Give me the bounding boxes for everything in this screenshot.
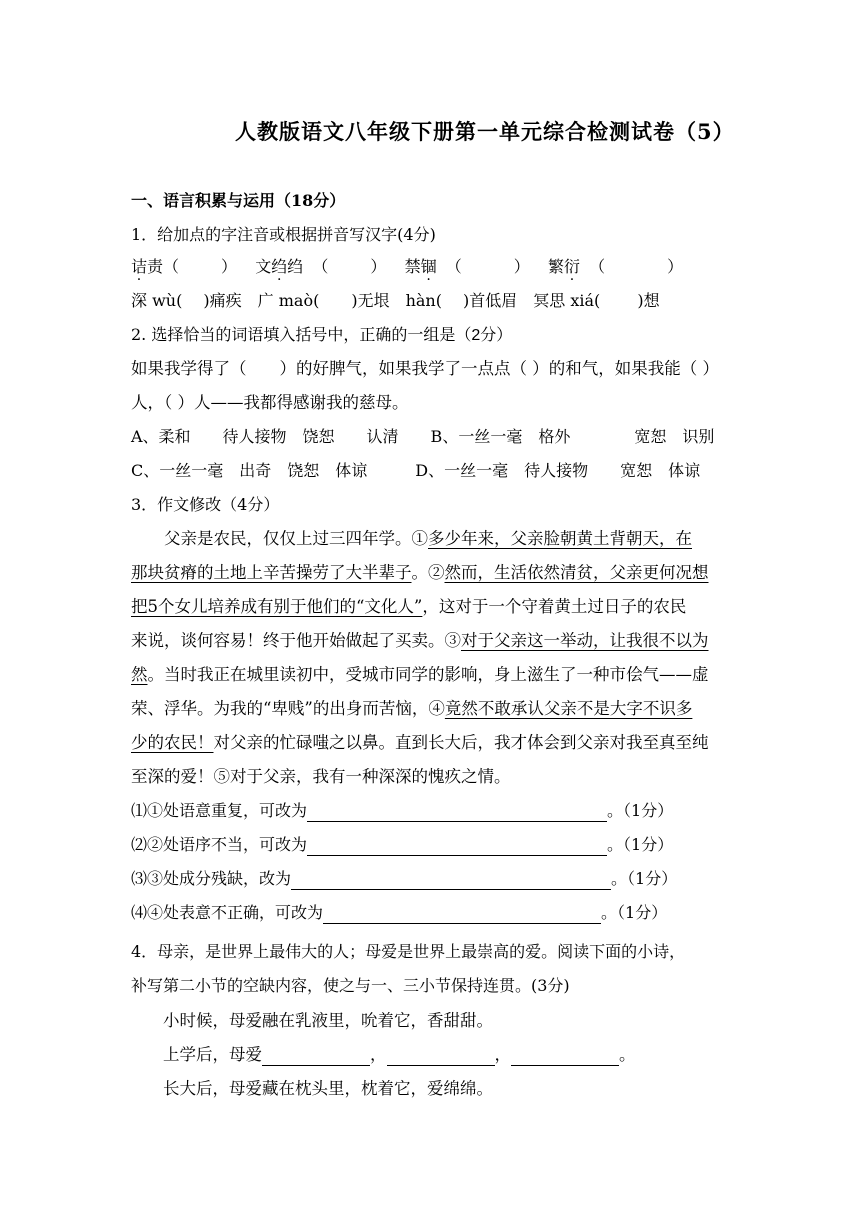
poem-line2: 上学后，母爱 ， ， 。 — [163, 1045, 636, 1064]
q4-prompt-line2: 补写第二小节的空缺内容，使之与一、三小节保持连贯。(3分) — [131, 976, 570, 995]
q2-options-ab: A、柔和 待人接物 饶恕 认清 B、一丝一毫 格外 宽恕 识别 — [131, 427, 715, 446]
q3-paragraph-line7: 少的农民！对父亲的忙碌嗤之以鼻。直到长大后，我才体会到父亲对我至真至纯 — [131, 733, 709, 752]
q3-sub1: ⑴①处语意重复，可改为 。（1分） — [131, 801, 674, 820]
q3-sub2: ⑵②处语序不当，可改为 。（1分） — [131, 835, 674, 854]
q3-paragraph-line8: 至深的爱！⑤对于父亲，我有一种深深的愧疚之情。 — [131, 767, 511, 786]
q2-options-cd: C、一丝一毫 出奇 饶恕 体谅 D、一丝一毫 待人接物 宽恕 体谅 — [131, 461, 701, 480]
q3-prompt: 3．作文修改（4分） — [131, 495, 280, 514]
q3-paragraph-line6: 荣、浮华。为我的“卑贱”的出身而苦恼，④竟然不敢承认父亲不是大字不识多 — [131, 699, 693, 718]
q1-prompt: 1．给加点的字注音或根据拼音写汉字(4分) — [131, 225, 436, 244]
q1-word1: 诘责 — [131, 257, 164, 276]
q2-sentence-line1: 如果我学得了（ ）的好脾气，如果我学了一点点（ ）的和气，如果我能（ ） — [131, 359, 719, 378]
q3-sub3: ⑶③处成分残缺，改为 。（1分） — [131, 869, 678, 888]
q3-sub4: ⑷④处表意不正确，可改为 。（1分） — [131, 903, 668, 922]
answer-blank[interactable] — [262, 1047, 370, 1066]
q1-items-row: 诘责（ ） 文绉绉 （ ） 禁锢 （ ） 繁衍 （ ） — [131, 257, 684, 276]
q4-prompt-line1: 4．母亲，是世界上最伟大的人；母爱是世界上最崇高的爱。阅读下面的小诗， — [131, 942, 686, 961]
q1-pinyin-row: 深 wù( )痛疾 广 maò( )无垠 hàn( )首低眉 冥思 xiá( )想 — [131, 291, 660, 310]
answer-blank[interactable] — [387, 1047, 495, 1066]
q3-paragraph-line1: 父亲是农民，仅仅上过三四年学。①多少年来，父亲脸朝黄土背朝天，在 — [131, 529, 692, 548]
page-title: 人教版语文八年级下册第一单元综合检测试卷（5） — [235, 119, 735, 144]
q2-prompt: 2. 选择恰当的词语填入括号中，正确的一组是（2分） — [131, 325, 513, 344]
poem-line1: 小时候，母爱融在乳液里，吮着它，香甜甜。 — [163, 1011, 493, 1030]
q3-paragraph-line5: 然。当时我正在城里读初中，受城市同学的影响，身上滋生了一种市侩气——虚 — [131, 665, 709, 684]
section-heading: 一、语言积累与运用（18分） — [131, 191, 346, 210]
q1-word4: 繁衍 — [547, 257, 580, 276]
answer-blank[interactable] — [307, 803, 607, 822]
answer-blank[interactable] — [511, 1047, 619, 1066]
q1-word2: 文绉绉 — [255, 257, 304, 276]
q2-sentence-line2: 人，（ ）人——我都得感谢我的慈母。 — [131, 393, 409, 412]
q3-paragraph-line3: 把5个女儿培养成有别于他们的“文化人”，这对于一个守着黄土过日子的农民 — [131, 597, 687, 616]
answer-blank[interactable] — [307, 837, 607, 856]
answer-blank[interactable] — [323, 905, 601, 924]
q3-paragraph-line4: 来说，谈何容易！终于他开始做起了买卖。③对于父亲这一举动，让我很不以为 — [131, 631, 709, 650]
answer-blank[interactable] — [291, 871, 611, 890]
q1-word3: 禁锢 — [404, 257, 437, 276]
poem-line3: 长大后，母爱藏在枕头里，枕着它，爱绵绵。 — [163, 1079, 493, 1098]
q3-paragraph-line2: 那块贫瘠的土地上辛苦操劳了大半辈子。②然而，生活依然清贫，父亲更何况想 — [131, 563, 709, 582]
